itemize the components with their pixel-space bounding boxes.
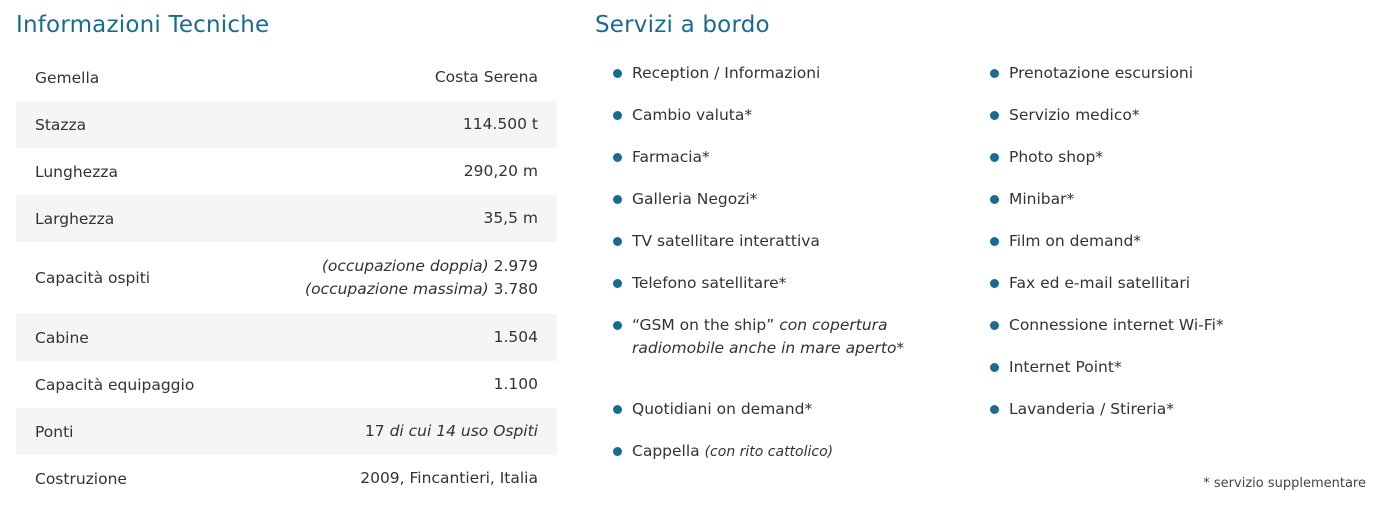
tech-value: 290,20 m	[463, 162, 538, 180]
bullet-icon	[613, 111, 622, 120]
bullet-icon	[613, 321, 622, 330]
list-item	[613, 230, 973, 272]
service-text: Lavanderia / Stireria*	[1009, 400, 1174, 418]
tech-value-number: 17	[364, 422, 385, 440]
tech-label: Costruzione	[35, 469, 127, 488]
tech-value-note: (occupazione massima)	[305, 280, 489, 298]
list-item	[990, 188, 1360, 230]
service-text: Photo shop*	[1009, 148, 1104, 166]
bullet-icon	[990, 153, 999, 162]
tech-label: Capacità equipaggio	[35, 375, 195, 394]
service-text: “GSM on the ship”	[632, 316, 775, 334]
tech-value: Costa Serena	[434, 68, 538, 86]
service-text: Telefono satellitare*	[632, 274, 787, 292]
service-text: Galleria Negozi*	[632, 190, 758, 208]
bullet-icon	[613, 405, 622, 414]
tech-label: Ponti	[35, 422, 74, 441]
service-text-wrap	[632, 314, 932, 360]
tech-value: 1.100	[493, 375, 538, 393]
service-text: Servizio medico*	[1009, 106, 1140, 124]
list-item	[990, 230, 1360, 272]
tech-info-table	[16, 54, 557, 502]
tech-value-number: 2.979	[493, 257, 538, 275]
bullet-icon	[613, 279, 622, 288]
service-text: Prenotazione escursioni	[1009, 64, 1194, 82]
tech-label: Capacità ospiti	[35, 269, 151, 287]
list-item	[990, 272, 1360, 314]
bullet-icon	[990, 405, 999, 414]
tech-value: 1.504	[493, 328, 538, 346]
tech-row-gemella	[16, 54, 557, 101]
bullet-icon	[613, 237, 622, 246]
service-note: (con rito cattolico)	[704, 444, 834, 460]
list-item	[990, 62, 1360, 104]
bullet-icon	[990, 237, 999, 246]
service-text: Cappella	[632, 442, 700, 460]
tech-info-title: Informazioni Tecniche	[16, 12, 270, 38]
tech-value: 2009, Fincantieri, Italia	[360, 469, 538, 487]
service-text: Reception / Informazioni	[632, 64, 821, 82]
services-list-left	[613, 62, 973, 482]
services-title: Servizi a bordo	[595, 12, 770, 38]
list-item	[613, 62, 973, 104]
tech-label: Larghezza	[35, 209, 115, 228]
list-item	[990, 146, 1360, 188]
tech-value-number: 3.780	[493, 280, 538, 298]
list-item	[990, 314, 1360, 356]
service-text: Connessione internet Wi-Fi*	[1009, 316, 1224, 334]
service-text: Minibar*	[1009, 190, 1075, 208]
bullet-icon	[990, 363, 999, 372]
list-item	[613, 188, 973, 230]
list-item	[613, 398, 973, 440]
tech-row-stazza	[16, 101, 557, 148]
list-item	[613, 272, 973, 314]
service-text: Film on demand*	[1009, 232, 1142, 250]
tech-row-ponti	[16, 408, 557, 455]
bullet-icon	[613, 195, 622, 204]
list-item	[613, 314, 973, 398]
service-text: Quotidiani on demand*	[632, 400, 813, 418]
bullet-icon	[990, 321, 999, 330]
bullet-icon	[613, 69, 622, 78]
bullet-icon	[613, 153, 622, 162]
service-text: Internet Point*	[1009, 358, 1122, 376]
tech-row-lunghezza	[16, 148, 557, 195]
bullet-icon	[613, 447, 622, 456]
list-item	[613, 440, 973, 482]
bullet-icon	[990, 195, 999, 204]
services-list-right	[990, 62, 1360, 440]
tech-label: Lunghezza	[35, 162, 118, 181]
bullet-icon	[990, 111, 999, 120]
tech-value: 114.500 t	[462, 115, 538, 133]
footnote: * servizio supplementare	[1203, 476, 1366, 491]
tech-value	[305, 255, 538, 301]
service-note: con copertura radiomobile anche in mare aperto*	[632, 316, 905, 357]
tech-value	[365, 420, 538, 443]
list-item	[990, 104, 1360, 146]
tech-label: Stazza	[35, 115, 87, 134]
service-text-wrap	[632, 440, 833, 464]
tech-row-capacita-equipaggio	[16, 361, 557, 408]
list-item	[613, 146, 973, 188]
list-item	[990, 398, 1360, 440]
tech-value: 35,5 m	[483, 209, 538, 227]
tech-row-capacita-ospiti	[16, 242, 557, 314]
service-text: Cambio valuta*	[632, 106, 753, 124]
tech-row-cabine	[16, 314, 557, 361]
tech-value-note: (occupazione doppia)	[321, 257, 489, 275]
tech-value-note: di cui 14 uso Ospiti	[389, 422, 538, 440]
tech-row-costruzione	[16, 455, 557, 502]
service-text: Farmacia*	[632, 148, 710, 166]
service-text: Fax ed e-mail satellitari	[1009, 274, 1191, 292]
tech-label: Gemella	[35, 68, 100, 87]
service-text: TV satellitare interattiva	[632, 232, 820, 250]
bullet-icon	[990, 279, 999, 288]
list-item	[613, 104, 973, 146]
tech-label: Cabine	[35, 328, 89, 347]
bullet-icon	[990, 69, 999, 78]
list-item	[990, 356, 1360, 398]
tech-row-larghezza	[16, 195, 557, 242]
